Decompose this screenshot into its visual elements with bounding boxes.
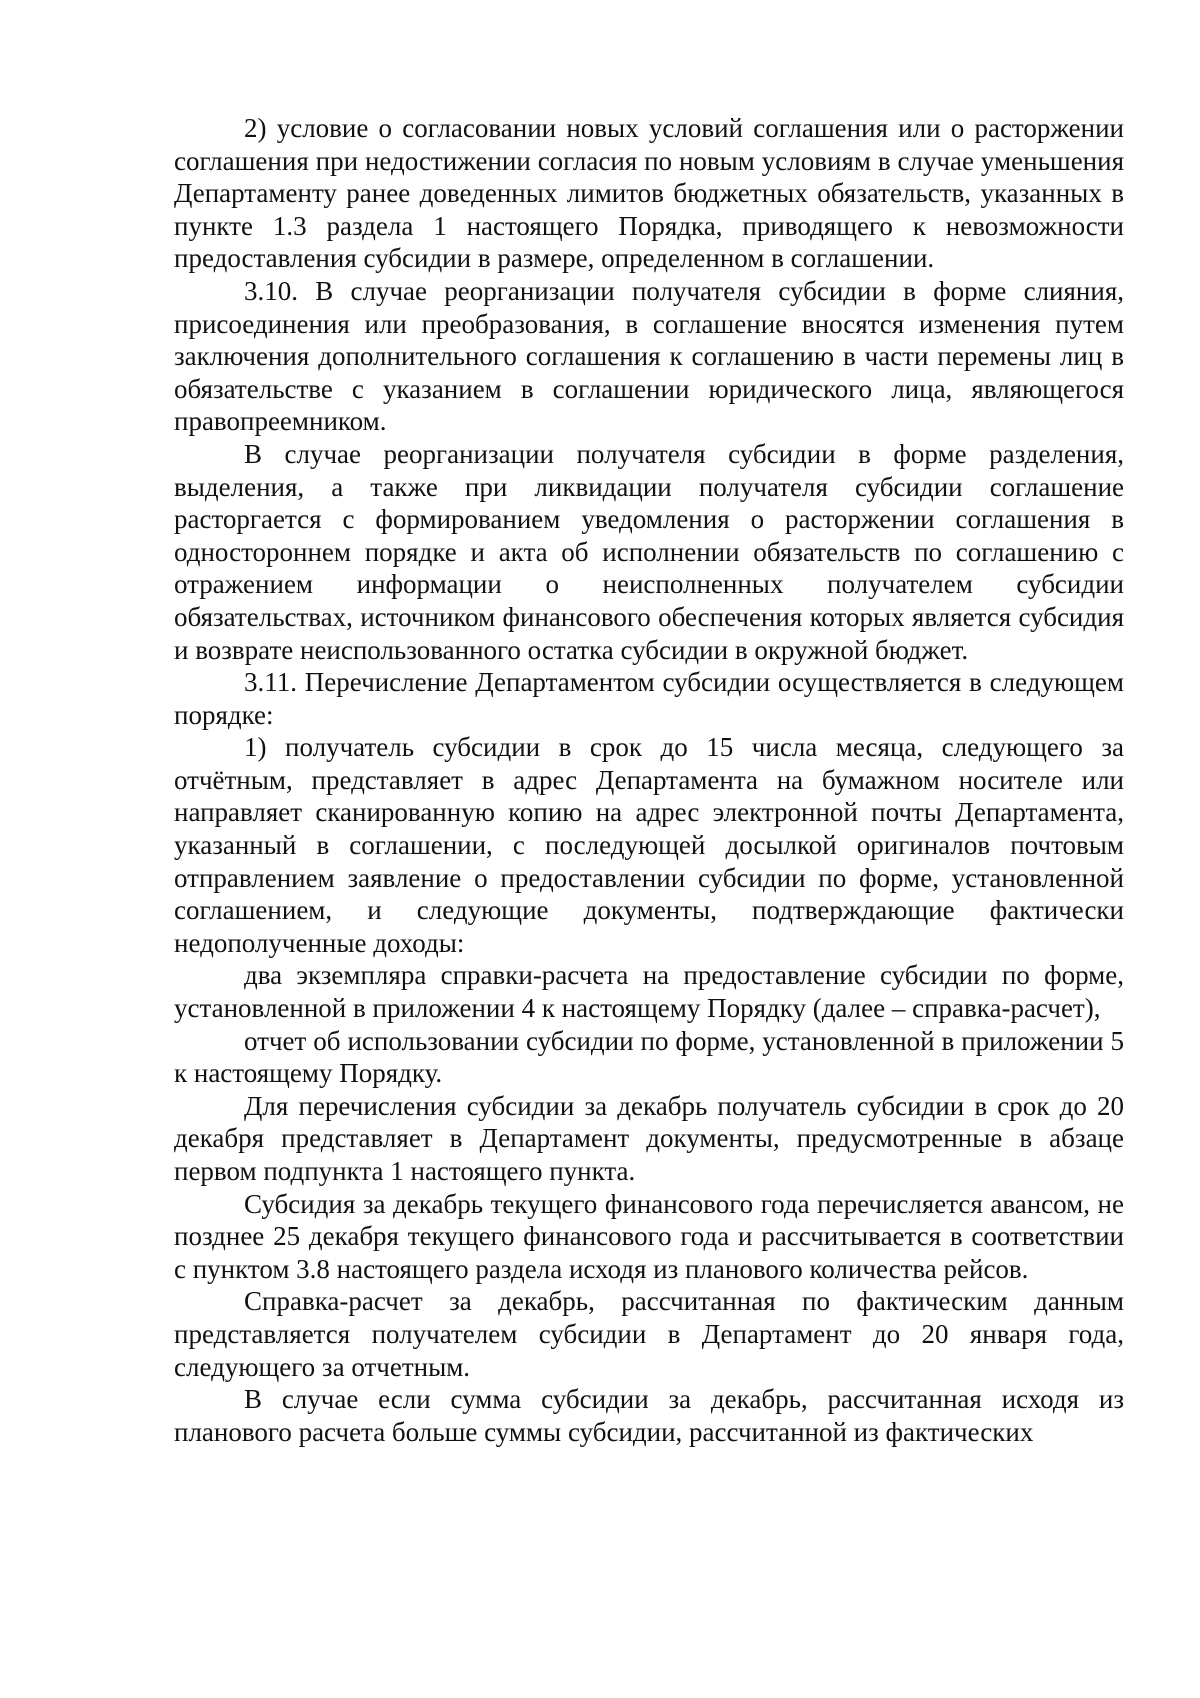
paragraph-reorganization: В случае реорганизации получателя субсидии в форме разделения, выделения, а также при ликвидации получателя субсидии соглашение расторгается с формированием уведомления о расторжении соглашения в одностороннем порядке и акта об исполнении обязательств по соглашению с отражением информации о неисполненных получателем субсидии обязательствах, источником финансового обеспечения которых является субсидия и возврате неиспользованного остатка субсидии в окружной бюджет. — [174, 438, 1124, 665]
paragraph-december-transfer: Для перечисления субсидии за декабрь получатель субсидии в срок до 20 декабря представляет в Департамент документы, предусмотренные в абзаце первом подпункта 1 настоящего пункта. — [174, 1090, 1124, 1186]
paragraph-december-calculation: Справка-расчет за декабрь, рассчитанная по фактическим данным представляется получателем субсидии в Департамент до 20 января года, следующего за отчетным. — [174, 1286, 1124, 1382]
paragraph-difference-case: В случае если сумма субсидии за декабрь, рассчитанная исходя из планового расчета больше суммы субсидии, рассчитанной из фактических — [174, 1384, 1124, 1447]
document-body — [174, 112, 1124, 1448]
paragraph-condition-2: 2) условие о согласовании новых условий соглашения или о расторжении соглашения при недостижении согласия по новым условиям в случае уменьшения Департаменту ранее доведенных лимитов бюджетных обязательств, указанных в пункте 1.3 раздела 1 настоящего Порядка, приводящего к невозможности предоставления субсидии в размере, определенном в соглашении. — [174, 113, 1124, 274]
paragraph-two-copies: два экземпляра справки-расчета на предоставление субсидии по форме, установленной в приложении 4 к настоящему Порядку (далее – справка-расчет), — [174, 960, 1124, 1024]
paragraph-3-10: 3.10. В случае реорганизации получателя субсидии в форме слияния, присоединения или преобразования, в соглашение вносятся изменения путем заключения дополнительного соглашения к соглашению в части перемены лиц в обязательстве с указанием в соглашении юридического лица, являющегося правопреемником. — [174, 275, 1124, 437]
paragraph-item-1: 1) получатель субсидии в срок до 15 числа месяца, следующего за отчётным, представляет в адрес Департамента на бумажном носителе или направляет сканированную копию на адрес электронной почты Департамента, указанный в соглашении, с последующей досылкой оригиналов почтовым отправлением заявление о предоставлении субсидии по форме, установленной соглашением, и следующие документы, подтверждающие фактически недополученные доходы: — [174, 732, 1124, 958]
paragraph-report: отчет об использовании субсидии по форме, установленной в приложении 5 к настоящему Порядку. — [174, 1025, 1124, 1089]
paragraph-3-11: 3.11. Перечисление Департаментом субсидии осуществляется в следующем порядке: — [174, 667, 1124, 730]
paragraph-december-advance: Субсидия за декабрь текущего финансового года перечисляется авансом, не позднее 25 декабря текущего финансового года и рассчитывается в соответствии с пунктом 3.8 настоящего раздела исходя из планового количества рейсов. — [174, 1188, 1124, 1284]
